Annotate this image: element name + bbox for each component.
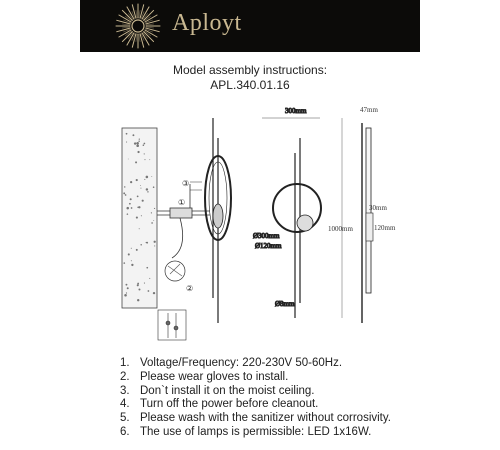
brand-name: Aployt [172, 10, 242, 36]
lamp-side-profile [360, 106, 396, 323]
callout-3-label: ③ [182, 179, 190, 188]
callout-3 [182, 179, 202, 190]
assembly-drawing [110, 98, 410, 348]
instructions-list [120, 357, 391, 440]
instruction-item: 3. Don`t install it on the moist ceiling. [120, 384, 315, 397]
document-title: Model assembly instructions: [172, 63, 328, 77]
instruction-item: 4. Turn off the power before cleanout. [120, 398, 319, 411]
callout-1-label: ① [178, 198, 186, 207]
wall-panel [122, 128, 157, 308]
instruction-item: 2. Please wear gloves to install. [120, 370, 289, 383]
lamp-front-view [253, 107, 321, 318]
dim-ring-inner-label: Ø120mm [255, 242, 282, 250]
header-banner [80, 0, 420, 52]
dim-width-label: 300mm [285, 107, 307, 115]
sunburst-icon [80, 0, 420, 52]
detail-magnifier [165, 261, 193, 293]
instruction-item: 1. Voltage/Frequency: 220-230V 50-60Hz. [120, 357, 343, 369]
dim-height-label: 1000mm [328, 225, 353, 233]
dim-ring-outer-label: Ø300mm [253, 232, 280, 240]
lamp-perspective-view [205, 118, 231, 323]
dim-height [328, 118, 353, 318]
dim-side-120-label: 120mm [374, 224, 396, 232]
mounting-bracket [157, 184, 210, 258]
instruction-item: 5. Please wash with the sanitizer without corrosivity. [120, 412, 391, 425]
callout-1 [178, 198, 185, 207]
connector-detail [158, 310, 186, 340]
dim-rod-label: Ø8mm [275, 300, 295, 308]
model-number: APL.340.01.16 [210, 78, 290, 92]
dim-side-30-label: 30mm [369, 204, 387, 212]
instruction-item: 6. The use of lamps is permissible: LED 1x16W. [120, 425, 372, 438]
dim-depth-label: 47mm [360, 106, 378, 114]
callout-2-label: ② [186, 284, 194, 293]
